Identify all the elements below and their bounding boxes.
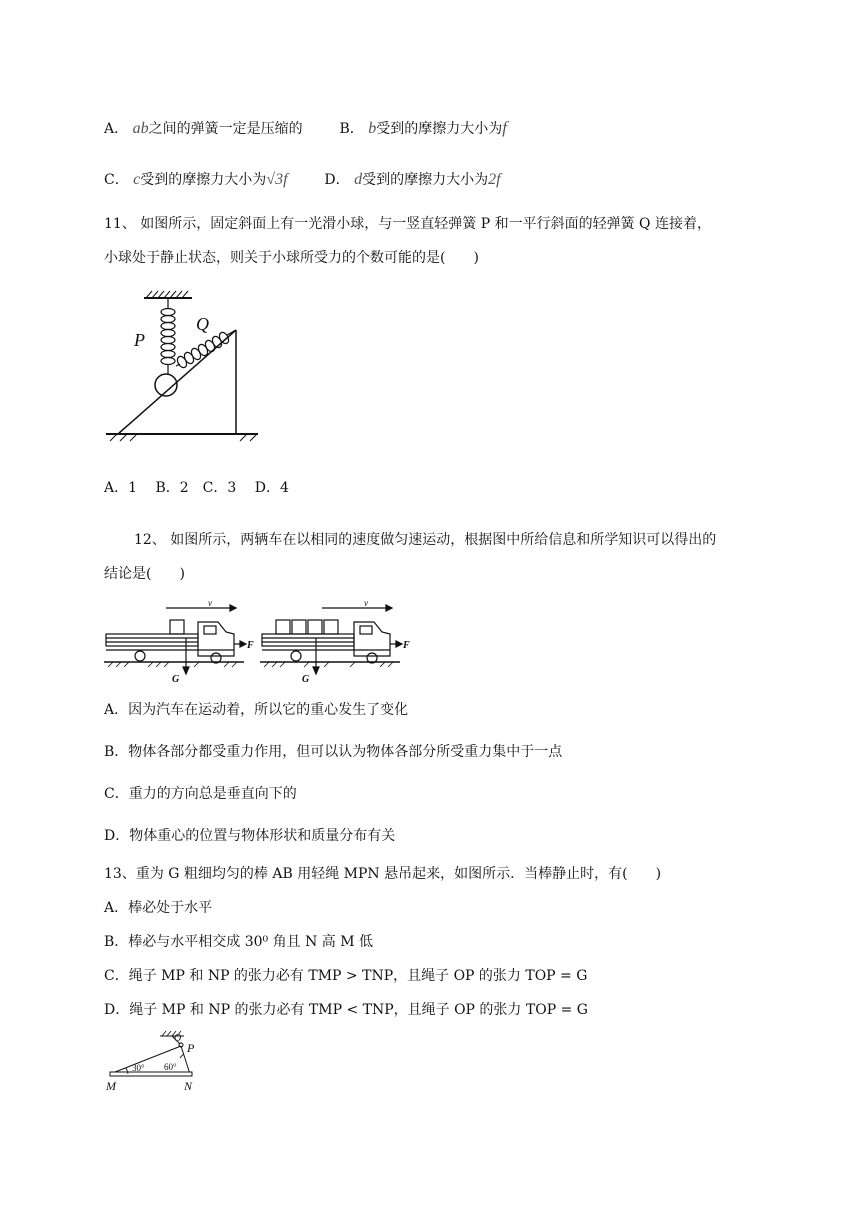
q10-option-c bbox=[104, 172, 292, 188]
option-label: B． bbox=[339, 121, 364, 137]
q13-option-a: A．棒必处于水平 bbox=[104, 900, 213, 916]
math-value: 2f bbox=[488, 171, 501, 188]
q11-stem-line2: 小球处于静止状态，则关于小球所受力的个数可能的是( ) bbox=[104, 250, 479, 266]
label-P: P bbox=[187, 1041, 195, 1055]
q12-option-b: B．物体各部分都受重力作用，但可以认为物体各部分所受重力集中于一点 bbox=[104, 744, 563, 760]
option-label: A． bbox=[104, 121, 129, 137]
label-G-1: G bbox=[172, 674, 180, 684]
q13-option-b: B．棒必与水平相交成 30⁰ 角且 N 高 M 低 bbox=[104, 934, 374, 950]
math-var: ab bbox=[132, 120, 149, 137]
label-F-2: F bbox=[403, 640, 410, 651]
math-var: b bbox=[368, 120, 377, 137]
option-text: 受到的摩擦力大小为 bbox=[362, 172, 489, 188]
q12-option-d: D．物体重心的位置与物体形状和质量分布有关 bbox=[104, 828, 396, 844]
label-30deg: 30° bbox=[132, 1063, 145, 1073]
q10-option-b bbox=[339, 118, 507, 137]
math-var: c bbox=[133, 171, 141, 188]
q12-option-a: A．因为汽车在运动着，所以它的重心发生了变化 bbox=[104, 702, 409, 718]
q13-stem: 13、重为 G 粗细均匀的棒 AB 用轻绳 MPN 悬吊起来，如图所示．当棒静止时，有( ) bbox=[104, 866, 662, 882]
q10-option-a bbox=[104, 121, 307, 137]
label-M: M bbox=[106, 1079, 116, 1093]
option-text: 之间的弹簧一定是压缩的 bbox=[148, 121, 303, 137]
q13-figure-rod-hanging bbox=[104, 1030, 224, 1098]
truck-right bbox=[260, 605, 402, 674]
q11-figure-spring-ball-incline bbox=[100, 288, 265, 443]
option-label: C． bbox=[104, 172, 129, 188]
label-O: O bbox=[174, 1033, 182, 1044]
q10-options-row1 bbox=[104, 118, 507, 139]
math-value: √3f bbox=[266, 171, 288, 188]
label-N: N bbox=[184, 1079, 193, 1093]
q11-stem-line1: 11、 如图所示，固定斜面上有一光滑小球，与一竖直轻弹簧 P 和一平行斜面的轻弹簧 Q 连接着， bbox=[104, 216, 711, 232]
q12-figure-two-trucks bbox=[104, 598, 414, 684]
option-text: 受到的摩擦力大小为 bbox=[140, 172, 267, 188]
math-value: f bbox=[502, 118, 507, 137]
q12-stem-line2: 结论是( ) bbox=[104, 566, 185, 582]
option-label: D． bbox=[324, 172, 350, 188]
math-var: d bbox=[354, 171, 363, 188]
q12-stem-line1: 12、 如图所示，两辆车在以相同的速度做匀速运动，根据图中所给信息和所学知识可以得出的 bbox=[134, 532, 717, 548]
truck-left bbox=[104, 605, 246, 674]
label-Q: Q bbox=[196, 314, 209, 334]
option-text: 受到的摩擦力大小为 bbox=[376, 121, 503, 137]
q10-option-d bbox=[324, 172, 500, 188]
q10-options-row2 bbox=[104, 170, 501, 190]
q13-option-d: D．绳子 MP 和 NP 的张力必有 TMP < TNP，且绳子 OP 的张力 TOP = G bbox=[104, 1002, 588, 1018]
label-F-1: F bbox=[247, 640, 254, 651]
label-v-2: v bbox=[364, 598, 368, 608]
label-v-1: v bbox=[208, 598, 212, 608]
q11-options: A．1 B．2 C．3 D．4 bbox=[104, 480, 289, 496]
label-60deg: 60° bbox=[164, 1062, 177, 1072]
label-G-2: G bbox=[302, 674, 310, 684]
q13-option-c: C．绳子 MP 和 NP 的张力必有 TMP > TNP，且绳子 OP 的张力 TOP = G bbox=[104, 968, 588, 984]
label-P: P bbox=[134, 330, 145, 350]
q12-option-c: C．重力的方向总是垂直向下的 bbox=[104, 786, 297, 802]
